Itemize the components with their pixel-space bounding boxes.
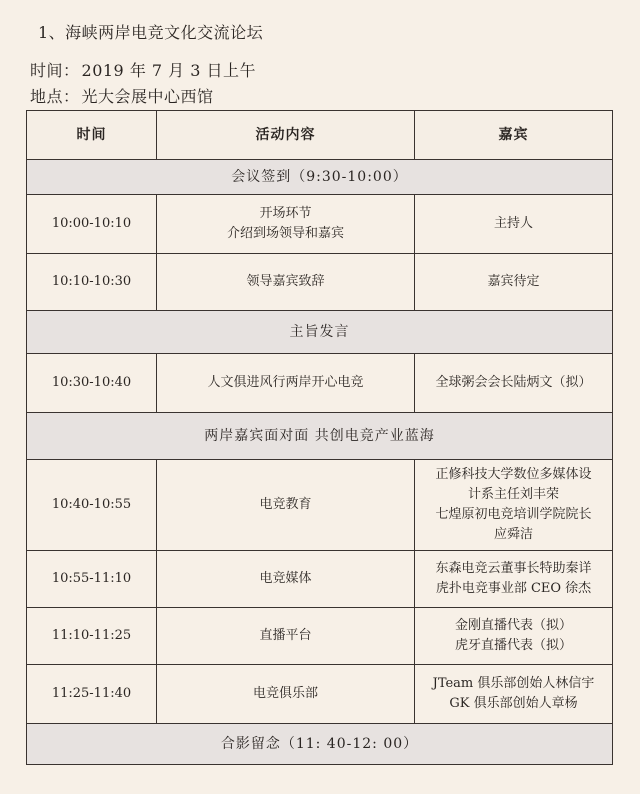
page-title: 1、海峡两岸电竞文化交流论坛 [38, 23, 264, 42]
row-guests [415, 665, 613, 724]
row-time: 10:00-10:10 [27, 195, 157, 254]
guest-line: 应舜洁 [493, 527, 533, 542]
row-content: 直播平台 [157, 608, 415, 665]
table-row [27, 551, 613, 608]
row-content [157, 195, 415, 254]
row-guests: 嘉宾待定 [415, 254, 613, 311]
schedule-table [26, 110, 613, 765]
content-line: 开场环节 [259, 206, 312, 221]
guest-line: 计系主任刘丰荣 [467, 487, 559, 502]
guest-line: 虎牙直播代表（拟） [454, 638, 572, 653]
event-time [30, 60, 256, 82]
table-row [27, 254, 613, 311]
section-checkin [27, 160, 613, 195]
table-row [27, 354, 613, 413]
row-time: 11:25-11:40 [27, 665, 157, 724]
content-line: 介绍到场领导和嘉宾 [226, 226, 344, 241]
section-photo-label: 合影留念（11: 40-12: 00） [27, 724, 613, 765]
section-photo [27, 724, 613, 765]
section-dialogue [27, 413, 613, 460]
row-guests: 主持人 [415, 195, 613, 254]
section-checkin-label: 会议签到（9:30-10:00） [27, 160, 613, 195]
header-content: 活动内容 [157, 111, 415, 160]
guest-line: 金刚直播代表（拟） [454, 618, 572, 633]
row-time: 10:40-10:55 [27, 460, 157, 551]
table-row [27, 460, 613, 551]
header-guests: 嘉宾 [415, 111, 613, 160]
row-time: 11:10-11:25 [27, 608, 157, 665]
row-content: 电竞俱乐部 [157, 665, 415, 724]
row-guests [415, 608, 613, 665]
row-content: 电竞教育 [157, 460, 415, 551]
table-header-row [27, 111, 613, 160]
row-content: 电竞媒体 [157, 551, 415, 608]
row-guests [415, 551, 613, 608]
row-content: 人文俱进风行两岸开心电竞 [157, 354, 415, 413]
header-time: 时间 [27, 111, 157, 160]
table-row [27, 665, 613, 724]
row-time: 10:30-10:40 [27, 354, 157, 413]
row-guests [415, 460, 613, 551]
place-value: 光大会展中心西馆 [81, 87, 214, 106]
row-time: 10:10-10:30 [27, 254, 157, 311]
table-row [27, 608, 613, 665]
section-keynote [27, 311, 613, 354]
guest-line: GK 俱乐部创始人章杨 [449, 696, 578, 711]
guest-line: JTeam 俱乐部创始人林信宇 [432, 676, 595, 691]
guest-line: 正修科技大学数位多媒体设 [435, 467, 592, 482]
row-time: 10:55-11:10 [27, 551, 157, 608]
row-guests: 全球粥会会长陆炳文（拟） [415, 354, 613, 413]
row-content: 领导嘉宾致辞 [157, 254, 415, 311]
guest-line: 东森电竞云董事长特助秦详 [435, 561, 592, 576]
time-value: 2019 年 7 月 3 日上午 [81, 61, 257, 80]
guest-line: 七煌原初电竞培训学院院长 [435, 507, 592, 522]
table-row [27, 195, 613, 254]
place-label: 地点： [30, 87, 80, 106]
section-dialogue-label: 两岸嘉宾面对面 共创电竞产业蓝海 [27, 413, 613, 460]
guest-line: 虎扑电竞事业部 CEO 徐杰 [435, 581, 592, 596]
time-label: 时间： [30, 61, 80, 80]
event-location [30, 86, 214, 108]
section-keynote-label: 主旨发言 [27, 311, 613, 354]
